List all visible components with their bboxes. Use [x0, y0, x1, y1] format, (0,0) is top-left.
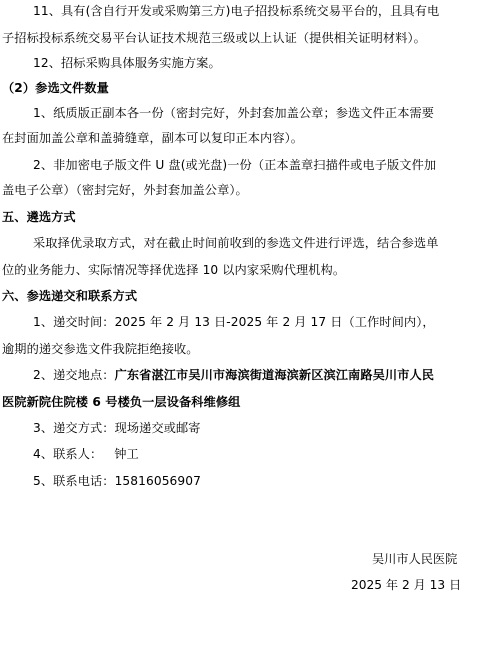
line-submission-time: 1、递交时间：2025 年 2 月 13 日-2025 年 2 月 17 日（工作时间内）， — [33, 315, 435, 329]
line-requirement-12: 12、招标采购具体服务实施方案。 — [33, 56, 221, 70]
heading-submission-contact: 六、参选递交和联系方式 — [2, 289, 138, 303]
line-electronic-copy-a: 2、非加密电子版文件 U 盘(或光盘)一份（正本盖章扫描件或电子版文件加 — [33, 158, 437, 172]
signature-organization: 吴川市人民医院 — [372, 552, 458, 566]
line-contact-person: 4、联系人： 钟工 — [33, 447, 139, 461]
line-paper-copies-a: 1、纸质版正副本各一份（密封完好，外封套加盖公章；参选文件正本需要 — [33, 106, 435, 120]
line-electronic-copy-b: 盖电子公章）（密封完好，外封套加盖公章）。 — [2, 183, 248, 197]
line-submission-location — [33, 368, 434, 383]
heading-document-quantity: （2）参选文件数量 — [2, 81, 109, 95]
line-late-rejection: 逾期的递交参选文件我院拒绝接收。 — [2, 342, 199, 356]
line-submission-location-b: 医院新院住院楼 6 号楼负一层设备科维修组 — [2, 395, 241, 409]
line-paper-copies-b: 在封面加盖公章和盖骑缝章，副本可以复印正本内容）。 — [2, 131, 304, 145]
line-selection-b: 位的业务能力、实际情况等择优选择 10 以内家采购代理机构。 — [2, 263, 346, 277]
location-address: 广东省湛江市吴川市海滨街道海滨新区滨江南路吴川市人民 — [114, 368, 435, 382]
line-requirement-11b: 子招标投标系统交易平台认证技术规范三级或以上认证（提供相关证明材料）。 — [2, 31, 426, 45]
line-selection-a: 采取择优录取方式，对在截止时间前收到的参选文件进行评选，结合参选单 — [33, 236, 439, 250]
line-submission-method: 3、递交方式：现场递交或邮寄 — [33, 421, 201, 435]
signature-date: 2025 年 2 月 13 日 — [351, 578, 462, 592]
line-requirement-11a: 11、具有(含自行开发或采购第三方)电子招投标系统交易平台的，且具有电 — [33, 4, 440, 18]
heading-selection-method: 五、遴选方式 — [2, 210, 76, 224]
location-label: 2、递交地点： — [33, 368, 115, 382]
line-contact-phone: 5、联系电话：15816056907 — [33, 474, 201, 488]
